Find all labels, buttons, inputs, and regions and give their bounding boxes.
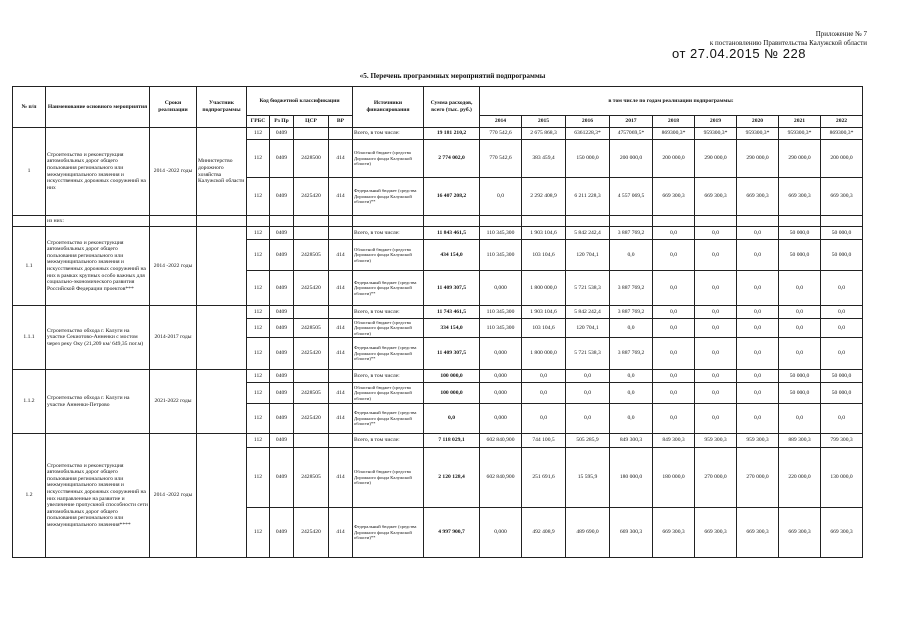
csr-cell — [294, 434, 329, 448]
grbs-cell: 112 — [247, 227, 270, 240]
source-cell: Федеральный бюджет (средства Дорожного фонда Калужской области)** — [353, 271, 424, 306]
year-value-cell: 0,0 — [522, 370, 566, 383]
year-value-cell: 2 675 868,3 — [522, 128, 566, 140]
vr-cell: 414 — [329, 140, 353, 178]
table-row — [13, 227, 863, 240]
year-value-cell: 669 300,3 — [779, 178, 821, 216]
year-value-cell: 0,000 — [480, 404, 522, 434]
year-value-cell: 120 704,1 — [566, 240, 610, 271]
grbs-cell: 112 — [247, 306, 270, 319]
year-value-cell: 489 690,0 — [566, 508, 610, 558]
year-value-cell: 4 557 069,5 — [610, 178, 653, 216]
year-value-cell: 669 300,3 — [737, 508, 779, 558]
year-value-cell: 50 000,0 — [821, 370, 863, 383]
year-value-cell: 0,0 — [779, 338, 821, 370]
item-number: 1 — [13, 128, 46, 216]
col-year: 2017 — [610, 116, 653, 128]
table-row — [13, 216, 863, 227]
year-value-cell: 0,0 — [695, 227, 737, 240]
sum-cell: 4 997 900,7 — [424, 508, 480, 558]
sum-cell: 16 407 208,2 — [424, 178, 480, 216]
year-value-cell: 669 300,3 — [821, 508, 863, 558]
csr-cell: 2428500 — [294, 140, 329, 178]
grbs-cell: 112 — [247, 128, 270, 140]
csr-cell — [294, 227, 329, 240]
year-value-cell: 1 903 104,6 — [522, 306, 566, 319]
year-value-cell: 220 000,0 — [779, 448, 821, 508]
year-value-cell: 669 300,3 — [653, 508, 695, 558]
year-value-cell: 0,000 — [480, 383, 522, 404]
col-year: 2022 — [821, 116, 863, 128]
rzpr-cell: 0409 — [270, 434, 294, 448]
table-row — [13, 306, 863, 319]
source-cell: Федеральный бюджет (средства Дорожного фонда Калужской области)** — [353, 404, 424, 434]
grbs-cell: 112 — [247, 448, 270, 508]
year-value-cell: 0,0 — [653, 306, 695, 319]
vr-cell: 414 — [329, 319, 353, 338]
source-cell: Всего, в том числе: — [353, 128, 424, 140]
source-cell: Федеральный бюджет (средства Дорожного фонда Калужской области)** — [353, 178, 424, 216]
source-cell: Областной бюджет (средства Дорожного фонда Калужской области) — [353, 140, 424, 178]
year-value-cell: 492 408,9 — [522, 508, 566, 558]
year-value-cell: 200 000,0 — [610, 140, 653, 178]
year-value-cell: 0,0 — [737, 319, 779, 338]
col-vr: ВР — [329, 116, 353, 128]
year-value-cell: 0,0 — [695, 240, 737, 271]
year-value-cell: 0,0 — [653, 240, 695, 271]
grbs-cell: 112 — [247, 140, 270, 178]
table-row — [13, 128, 863, 140]
sum-cell: 11 409 307,5 — [424, 338, 480, 370]
year-value-cell: 0,0 — [566, 370, 610, 383]
col-num: № п/п — [13, 87, 46, 128]
year-value-cell: 290 000,0 — [695, 140, 737, 178]
sum-cell: 19 181 210,2 — [424, 128, 480, 140]
year-value-cell: 1 903 104,6 — [522, 227, 566, 240]
year-value-cell: 770 542,6 — [480, 128, 522, 140]
item-terms: 2014 -2022 годы — [150, 227, 197, 306]
col-sum: Сумма расходов, всего (тыс. руб.) — [424, 87, 480, 128]
year-value-cell: 602 840,900 — [480, 434, 522, 448]
col-year: 2020 — [737, 116, 779, 128]
year-value-cell: 0,0 — [695, 404, 737, 434]
csr-cell: 2425420 — [294, 271, 329, 306]
year-value-cell: 0,0 — [779, 306, 821, 319]
year-value-cell: 0,0 — [653, 338, 695, 370]
year-value-cell: 0,0 — [737, 240, 779, 271]
col-year: 2019 — [695, 116, 737, 128]
year-value-cell: 50 000,0 — [821, 240, 863, 271]
csr-cell: 2428505 — [294, 448, 329, 508]
year-value-cell: 0,0 — [695, 319, 737, 338]
col-terms: Сроки реализации — [150, 87, 197, 128]
year-value-cell: 869300,3* — [653, 128, 695, 140]
year-value-cell: 103 104,6 — [522, 240, 566, 271]
vr-cell — [329, 128, 353, 140]
year-value-cell: 383 459,4 — [522, 140, 566, 178]
year-value-cell: 0,0 — [821, 404, 863, 434]
year-value-cell: 0,0 — [653, 370, 695, 383]
sum-cell: 2 774 002,0 — [424, 140, 480, 178]
year-value-cell: 5 842 242,4 — [566, 227, 610, 240]
source-cell: Всего, в том числе: — [353, 434, 424, 448]
year-value-cell: 0,0 — [610, 370, 653, 383]
year-value-cell: 0,0 — [480, 178, 522, 216]
year-value-cell: 290 000,0 — [779, 140, 821, 178]
year-value-cell: 505 285,9 — [566, 434, 610, 448]
year-value-cell: 180 000,0 — [610, 448, 653, 508]
year-value-cell: 0,0 — [610, 383, 653, 404]
rzpr-cell: 0409 — [270, 140, 294, 178]
year-value-cell: 6361228,3* — [566, 128, 610, 140]
year-value-cell: 0,0 — [653, 271, 695, 306]
year-value-cell: 0,0 — [695, 306, 737, 319]
year-value-cell: 744 100,5 — [522, 434, 566, 448]
year-value-cell: 50 000,0 — [779, 370, 821, 383]
year-value-cell: 0,0 — [653, 383, 695, 404]
grbs-cell: 112 — [247, 240, 270, 271]
year-value-cell: 0,0 — [695, 370, 737, 383]
grbs-cell: 112 — [247, 319, 270, 338]
csr-cell: 2425420 — [294, 338, 329, 370]
year-value-cell: 0,0 — [737, 306, 779, 319]
source-cell: Областной бюджет (средства Дорожного фонда Калужской области) — [353, 240, 424, 271]
rzpr-cell: 0409 — [270, 404, 294, 434]
item-participant — [197, 434, 247, 558]
item-terms: 2014 -2022 годы — [150, 128, 197, 216]
year-value-cell: 669 300,3 — [779, 508, 821, 558]
sum-cell: 7 118 029,1 — [424, 434, 480, 448]
source-cell: Областной бюджет (средства Дорожного фонда Калужской области) — [353, 448, 424, 508]
year-value-cell: 669 300,3 — [610, 508, 653, 558]
year-value-cell: 0,000 — [480, 508, 522, 558]
year-value-cell: 602 840,900 — [480, 448, 522, 508]
year-value-cell: 0,0 — [737, 383, 779, 404]
year-value-cell: 3 887 769,2 — [610, 306, 653, 319]
col-sources: Источники финансирования — [353, 87, 424, 128]
csr-cell: 2425420 — [294, 508, 329, 558]
year-value-cell: 849 300,3 — [653, 434, 695, 448]
year-value-cell: 3 887 769,2 — [610, 338, 653, 370]
year-value-cell: 669 300,3 — [737, 178, 779, 216]
year-value-cell: 669 300,3 — [821, 178, 863, 216]
sum-cell: 11 409 307,5 — [424, 271, 480, 306]
sum-cell: 2 120 128,4 — [424, 448, 480, 508]
vr-cell — [329, 370, 353, 383]
year-value-cell: 0,0 — [737, 227, 779, 240]
year-value-cell: 0,0 — [695, 383, 737, 404]
year-value-cell: 180 000,0 — [653, 448, 695, 508]
col-year: 2018 — [653, 116, 695, 128]
year-value-cell: 120 704,1 — [566, 319, 610, 338]
rzpr-cell: 0409 — [270, 178, 294, 216]
grbs-cell: 112 — [247, 404, 270, 434]
year-value-cell: 0,000 — [480, 370, 522, 383]
year-value-cell: 0,0 — [821, 271, 863, 306]
year-value-cell: 0,0 — [566, 404, 610, 434]
year-value-cell: 889 300,3 — [779, 434, 821, 448]
date-number: 27.04.2015 № 228 — [690, 46, 806, 61]
year-value-cell: 270 000,0 — [737, 448, 779, 508]
col-csr: ЦСР — [294, 116, 329, 128]
year-value-cell: 50 000,0 — [779, 227, 821, 240]
col-rzpr: Рз Пр — [270, 116, 294, 128]
source-cell: Федеральный бюджет (средства Дорожного фонда Калужской области)** — [353, 338, 424, 370]
year-value-cell: 669 300,3 — [695, 178, 737, 216]
grbs-cell: 112 — [247, 383, 270, 404]
year-value-cell: 959 300,3 — [737, 434, 779, 448]
item-participant: Министерство дорожного хозяйства Калужской области — [197, 128, 247, 216]
sum-cell: 0,0 — [424, 404, 480, 434]
rzpr-cell: 0409 — [270, 370, 294, 383]
year-value-cell: 50 000,0 — [821, 227, 863, 240]
year-value-cell: 270 000,0 — [695, 448, 737, 508]
item-name: Строительство и реконструкция автомобильных дорог общего пользования регионального или межмуниципального значения и искусственных дорожных сооружений на них — [46, 128, 150, 216]
grbs-cell: 112 — [247, 434, 270, 448]
year-value-cell: 959300,3* — [695, 128, 737, 140]
year-value-cell: 959300,3* — [779, 128, 821, 140]
year-value-cell: 3 887 769,2 — [610, 227, 653, 240]
year-value-cell: 669 300,3 — [695, 508, 737, 558]
rzpr-cell: 0409 — [270, 240, 294, 271]
grbs-cell: 112 — [247, 508, 270, 558]
col-participant: Участник подпрограммы — [197, 87, 247, 128]
year-value-cell: 103 104,6 — [522, 319, 566, 338]
rzpr-cell: 0409 — [270, 383, 294, 404]
year-value-cell: 0,0 — [695, 338, 737, 370]
col-year: 2016 — [566, 116, 610, 128]
year-value-cell: 0,0 — [737, 370, 779, 383]
year-value-cell: 0,0 — [653, 404, 695, 434]
source-cell: Всего, в том числе: — [353, 227, 424, 240]
rzpr-cell: 0409 — [270, 128, 294, 140]
vr-cell: 414 — [329, 508, 353, 558]
year-value-cell: 0,0 — [653, 227, 695, 240]
year-value-cell: 110 345,300 — [480, 306, 522, 319]
item-terms: 2014 -2022 годы — [150, 434, 197, 558]
year-value-cell: 50 000,0 — [779, 240, 821, 271]
grbs-cell: 112 — [247, 271, 270, 306]
csr-cell — [294, 128, 329, 140]
year-value-cell: 0,0 — [522, 383, 566, 404]
year-value-cell: 849 300,3 — [610, 434, 653, 448]
year-value-cell: 0,0 — [610, 404, 653, 434]
grbs-cell: 112 — [247, 178, 270, 216]
year-value-cell: 1 800 000,0 — [522, 338, 566, 370]
source-cell: Всего, в том числе: — [353, 306, 424, 319]
year-value-cell: 0,0 — [779, 404, 821, 434]
year-value-cell: 0,0 — [695, 271, 737, 306]
csr-cell — [294, 306, 329, 319]
year-value-cell: 0,0 — [779, 271, 821, 306]
year-value-cell: 869300,3* — [821, 128, 863, 140]
year-value-cell: 0,0 — [522, 404, 566, 434]
csr-cell: 2428505 — [294, 319, 329, 338]
rzpr-cell: 0409 — [270, 448, 294, 508]
item-number: 1.2 — [13, 434, 46, 558]
year-value-cell: 0,0 — [737, 404, 779, 434]
year-value-cell: 110 345,300 — [480, 240, 522, 271]
year-value-cell: 2 292 408,9 — [522, 178, 566, 216]
source-cell: Федеральный бюджет (средства Дорожного фонда Калужской области)** — [353, 508, 424, 558]
year-value-cell: 0,0 — [779, 319, 821, 338]
col-grbs: ГРБС — [247, 116, 270, 128]
vr-cell — [329, 434, 353, 448]
year-value-cell: 0,0 — [653, 319, 695, 338]
year-value-cell: 200 000,0 — [821, 140, 863, 178]
rzpr-cell: 0409 — [270, 271, 294, 306]
csr-cell — [294, 370, 329, 383]
item-name: Строительство обхода г. Калуги на участке Секиотово-Анненки с мостом через реку Оку (21,209 км/ 649,35 пог.м) — [46, 306, 150, 370]
year-value-cell: 110 345,300 — [480, 227, 522, 240]
sum-cell: 11 843 461,5 — [424, 227, 480, 240]
year-value-cell: 0,000 — [480, 338, 522, 370]
vr-cell: 414 — [329, 271, 353, 306]
year-value-cell: 290 000,0 — [737, 140, 779, 178]
col-year: 2015 — [522, 116, 566, 128]
item-name: Строительство обхода г. Калуги на участке Анненки-Петрово — [46, 370, 150, 434]
sum-cell: 100 000,0 — [424, 370, 480, 383]
item-participant — [197, 370, 247, 434]
rzpr-cell: 0409 — [270, 227, 294, 240]
year-value-cell: 0,0 — [821, 319, 863, 338]
year-value-cell: 150 000,0 — [566, 140, 610, 178]
item-terms: 2021-2022 годы — [150, 370, 197, 434]
year-value-cell: 0,0 — [610, 319, 653, 338]
vr-cell: 414 — [329, 448, 353, 508]
year-value-cell: 110 345,300 — [480, 319, 522, 338]
date-prefix: от — [672, 46, 686, 61]
year-value-cell: 3 887 769,2 — [610, 271, 653, 306]
rzpr-cell: 0409 — [270, 338, 294, 370]
year-value-cell: 0,0 — [821, 306, 863, 319]
csr-cell: 2425420 — [294, 404, 329, 434]
source-cell: Областной бюджет (средства Дорожного фонда Калужской области) — [353, 383, 424, 404]
col-name: Наименование основного мероприятия — [46, 87, 150, 128]
vr-cell: 414 — [329, 338, 353, 370]
item-participant — [197, 306, 247, 370]
item-number: 1.1 — [13, 227, 46, 306]
year-value-cell: 50 000,0 — [821, 383, 863, 404]
year-value-cell: 0,0 — [737, 271, 779, 306]
year-value-cell: 959 300,3 — [695, 434, 737, 448]
item-name: Строительство и реконструкция автомобильных дорог общего пользования регионального или межмуниципального значения и искусственных дорожных сооружений на них направленные на развитие и увеличение пропускной способности сети автомобильных дорог общего пользования регионального или межмуниципального значения**** — [46, 434, 150, 558]
vr-cell: 414 — [329, 178, 353, 216]
year-value-cell: 6 211 228,3 — [566, 178, 610, 216]
col-by-years: в том числе по годам реализации подпрограммы: — [480, 87, 863, 116]
page-title: «5. Перечень программных мероприятий подпрограммы — [359, 72, 546, 80]
csr-cell: 2425420 — [294, 178, 329, 216]
item-name: Строительство и реконструкция автомобильных дорог общего пользования регионального или межмуниципального значения и искусственных дорожных сооружений на них в рамках крупных особо важных для социально-экономического развития Российской Федерации проектов*** — [46, 227, 150, 306]
sum-cell: 434 154,0 — [424, 240, 480, 271]
year-value-cell: 0,0 — [610, 240, 653, 271]
subsection-label: из них: — [46, 216, 150, 227]
year-value-cell: 770 542,6 — [480, 140, 522, 178]
year-value-cell: 0,0 — [566, 383, 610, 404]
sum-cell: 334 154,0 — [424, 319, 480, 338]
resolution-label: к постановлению Правительства Калужской области — [709, 39, 867, 47]
table-row — [13, 370, 863, 383]
year-value-cell: 200 000,0 — [653, 140, 695, 178]
sum-cell: 100 000,0 — [424, 383, 480, 404]
vr-cell: 414 — [329, 240, 353, 271]
program-table — [12, 86, 863, 558]
vr-cell — [329, 306, 353, 319]
year-value-cell: 959300,3* — [737, 128, 779, 140]
grbs-cell: 112 — [247, 338, 270, 370]
csr-cell: 2428505 — [294, 240, 329, 271]
col-year: 2014 — [480, 116, 522, 128]
appendix-label: Приложение № 7 — [815, 30, 867, 38]
item-participant — [197, 227, 247, 306]
source-cell: Областной бюджет (средства Дорожного фонда Калужской области) — [353, 319, 424, 338]
table-row — [13, 434, 863, 448]
vr-cell: 414 — [329, 383, 353, 404]
date-stamp — [672, 46, 806, 61]
year-value-cell: 5 721 538,3 — [566, 338, 610, 370]
year-value-cell: 251 691,6 — [522, 448, 566, 508]
year-value-cell: 669 300,3 — [653, 178, 695, 216]
year-value-cell: 1 800 000,0 — [522, 271, 566, 306]
rzpr-cell: 0409 — [270, 306, 294, 319]
item-terms: 2014-2017 годы — [150, 306, 197, 370]
year-value-cell: 0,0 — [821, 338, 863, 370]
col-budget-code: Код бюджетной классификации — [247, 87, 353, 116]
vr-cell: 414 — [329, 404, 353, 434]
year-value-cell: 130 000,0 — [821, 448, 863, 508]
rzpr-cell: 0409 — [270, 319, 294, 338]
year-value-cell: 15 595,9 — [566, 448, 610, 508]
item-number: 1.1.1 — [13, 306, 46, 370]
year-value-cell: 5 721 538,3 — [566, 271, 610, 306]
year-value-cell: 50 000,0 — [779, 383, 821, 404]
csr-cell: 2428505 — [294, 383, 329, 404]
year-value-cell: 0,000 — [480, 271, 522, 306]
year-value-cell: 4757069,5* — [610, 128, 653, 140]
grbs-cell: 112 — [247, 370, 270, 383]
source-cell: Всего, в том числе: — [353, 370, 424, 383]
rzpr-cell: 0409 — [270, 508, 294, 558]
item-number: 1.1.2 — [13, 370, 46, 434]
year-value-cell: 5 842 242,4 — [566, 306, 610, 319]
year-value-cell: 0,0 — [737, 338, 779, 370]
sum-cell: 11 743 461,5 — [424, 306, 480, 319]
year-value-cell: 799 300,3 — [821, 434, 863, 448]
vr-cell — [329, 227, 353, 240]
col-year: 2021 — [779, 116, 821, 128]
